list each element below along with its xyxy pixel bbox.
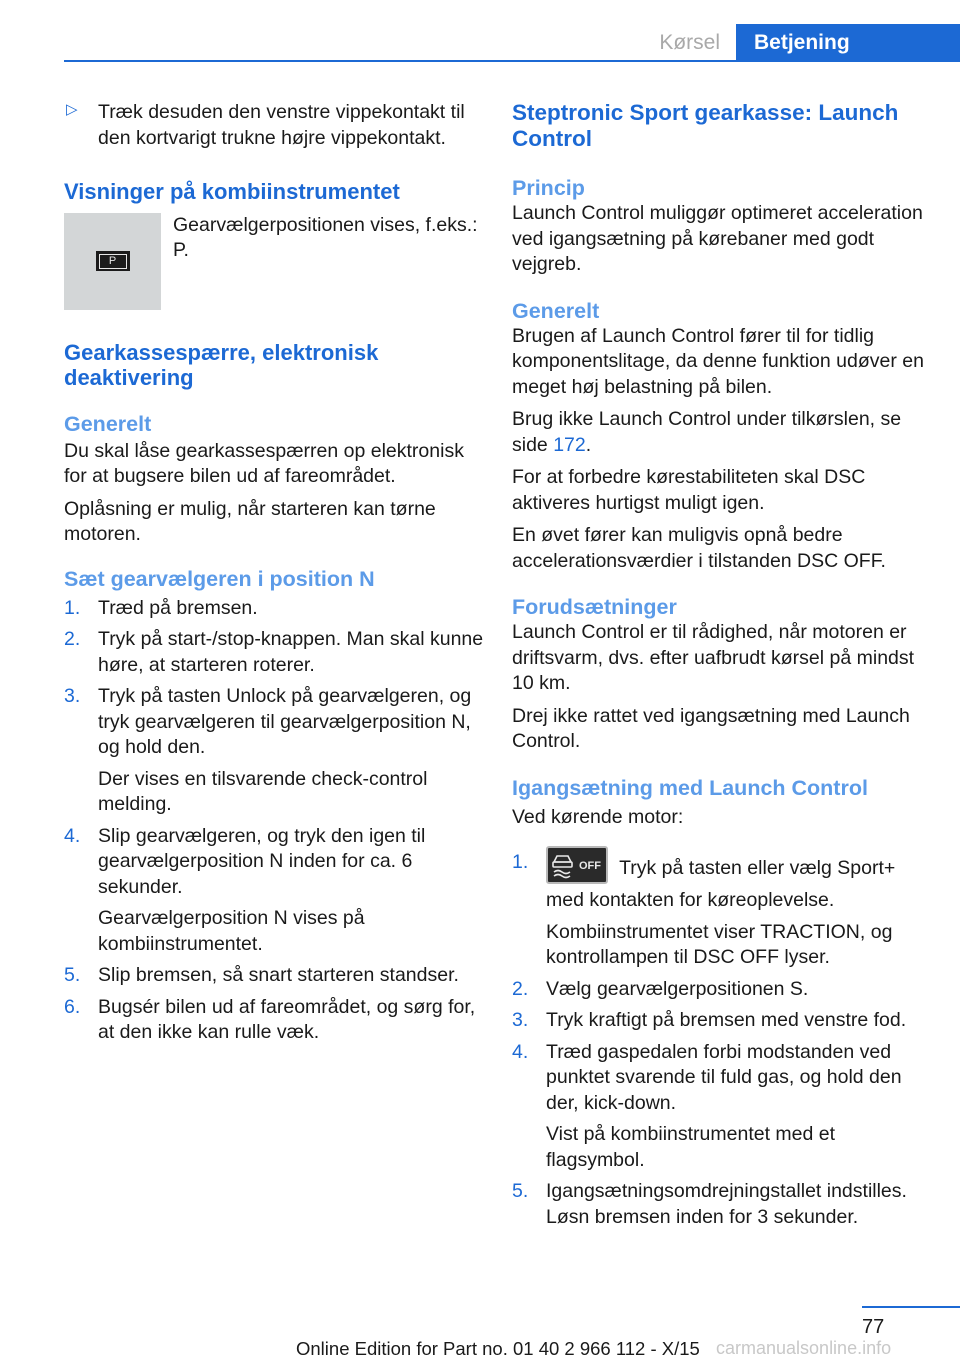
heading-displays: Visninger på kombiinstrumentet	[64, 179, 400, 204]
paragraph-principle: Launch Control muliggør optimeret acceleration ved igangsætning på kørebaner med godt vejgreb.	[512, 202, 923, 275]
paragraph-text: .	[585, 433, 592, 456]
heading-set-n: Sæt gearvælgeren i position N	[64, 566, 375, 591]
step-text: Bugsér bilen ud af fareområdet, og sørg for, at den ikke kan rulle væk.	[98, 995, 476, 1043]
step-number: 3.	[512, 1009, 529, 1031]
left-column	[64, 100, 484, 1052]
heading-start-launch: Igangsætning med Launch Control	[512, 775, 868, 800]
paragraph-prereq-2: Drej ikke rattet ved igangsætning med Launch Control.	[512, 704, 910, 752]
page-number: 77	[862, 1316, 885, 1338]
step-text: Træd gaspedalen forbi modstanden ved punktet svarende til fuld gas, og hold den der, kick-down.	[546, 1040, 902, 1114]
tab-active[interactable]: Betjening	[736, 24, 960, 62]
list-item	[512, 1040, 932, 1174]
step-text: Igangsætningsomdrejningstallet indstilles. Løsn bremsen inden for 3 sekunder.	[546, 1180, 907, 1228]
list-item	[64, 684, 484, 818]
list-item	[64, 995, 484, 1046]
step-number: 3.	[64, 685, 81, 707]
steps-list-left	[64, 596, 484, 1046]
step-text: Tryk på tasten Unlock på gearvælgeren, og tryk gearvælgeren til gearvælgerposition N, og hold den.	[98, 685, 472, 758]
triangle-bullet-icon: ▷	[66, 101, 78, 118]
list-item	[512, 850, 932, 971]
step-text: Tryk på start-/stop-knappen. Man skal kunne høre, at starteren roterer.	[98, 628, 484, 676]
tab-section[interactable]: Kørsel	[659, 31, 720, 54]
step-number: 6.	[64, 995, 81, 1018]
bullet-item	[64, 100, 484, 151]
dsc-off-label: OFF	[579, 860, 601, 872]
step-text: Slip bremsen, så snart starteren standser.	[98, 964, 459, 986]
footer-divider	[862, 1306, 960, 1308]
heading-gear-lock: Gearkassespærre, elektronisk deaktivering	[64, 339, 379, 390]
step-note: Gearvælgerposition N vises på kombiinstrumentet.	[98, 907, 365, 955]
step-number: 2.	[512, 977, 529, 1000]
step-note: Kombiinstrumentet viser TRACTION, og kontrollampen til DSC OFF lyser.	[546, 920, 893, 968]
display-image	[64, 213, 161, 310]
steps-list-right	[512, 850, 932, 1230]
paragraph-prereq-1: Launch Control er til rådighed, når motoren er driftsvarm, dvs. efter uafbrudt kørsel på mindst 10 km.	[512, 621, 915, 694]
step-note: Vist på kombiinstrumentet med et flagsymbol.	[546, 1123, 836, 1171]
step-number: 1.	[512, 851, 529, 873]
list-item	[512, 1179, 932, 1230]
step-text: Tryk på tasten eller vælg Sport+ med kontakten for køreoplevelse.	[546, 857, 896, 911]
watermark: carmanualsonline.info	[716, 1338, 892, 1358]
paragraph-start: Ved kørende motor:	[512, 805, 684, 828]
gear-position-figure	[64, 213, 484, 310]
step-number: 4.	[64, 824, 81, 847]
paragraph-general-r4: En øvet fører kan muligvis opnå bedre accelerationsværdier i tilstanden DSC OFF.	[512, 524, 886, 572]
step-number: 2.	[64, 628, 81, 650]
page-header	[64, 24, 960, 62]
heading-prerequisites: Forudsætninger	[512, 595, 677, 619]
list-item	[64, 963, 484, 989]
step-number: 1.	[64, 596, 81, 619]
heading-general-left: Generelt	[64, 411, 152, 436]
step-text: Vælg gearvælgerpositionen S.	[546, 977, 809, 1000]
heading-principle: Princip	[512, 176, 585, 200]
gear-p-label: P	[99, 254, 127, 269]
step-number: 5.	[512, 1180, 529, 1202]
list-item	[64, 824, 484, 958]
header-divider	[64, 60, 960, 62]
paragraph-general-r3: For at forbedre kørestabiliteten skal DSC aktiveres hurtigst muligt igen.	[512, 466, 866, 514]
step-text: Slip gearvælgeren, og tryk den igen til gearvælgerposition N inden for ca. 6 sekunder.	[98, 824, 426, 898]
step-note: Der vises en tilsvarende check-control melding.	[98, 767, 428, 815]
paragraph-text: Brug ikke Launch Control under tilkørslen, se side	[512, 408, 902, 456]
bullet-text: Træk desuden den venstre vippekontakt til den kortvarigt trukne højre vippekontakt.	[98, 101, 465, 149]
gear-p-icon	[96, 251, 130, 271]
edition-text: Online Edition for Part no. 01 40 2 966 112 - X/15	[296, 1338, 700, 1359]
list-item	[512, 977, 932, 1003]
heading-launch-control: Steptronic Sport gearkasse: Launch Control	[512, 100, 899, 151]
page-link[interactable]: 172	[553, 433, 586, 456]
paragraph-general-2: Oplåsning er mulig, når starteren kan tørne motoren.	[64, 497, 436, 545]
figure-caption: Gearvælgerpositionen vises, f.eks.: P.	[173, 213, 478, 261]
heading-general-right: Generelt	[512, 298, 600, 323]
step-text: Træd på bremsen.	[98, 596, 258, 619]
list-item	[64, 627, 484, 678]
list-item	[512, 1008, 932, 1034]
right-column	[512, 100, 932, 1236]
step-number: 4.	[512, 1040, 529, 1063]
dsc-off-button-icon	[546, 846, 608, 884]
paragraph-general-r1: Brugen af Launch Control fører til for tidlig komponentslitage, da denne funktion udøver en meget høj belastning på bilen.	[512, 324, 924, 398]
paragraph-general-r2	[512, 407, 932, 458]
step-number: 5.	[64, 964, 81, 986]
list-item	[64, 596, 484, 622]
step-text: Tryk kraftigt på bremsen med venstre fod.	[546, 1009, 907, 1031]
paragraph-general-1: Du skal låse gearkassespærren op elektronisk for at bugsere bilen ud af fareområdet.	[64, 439, 464, 487]
